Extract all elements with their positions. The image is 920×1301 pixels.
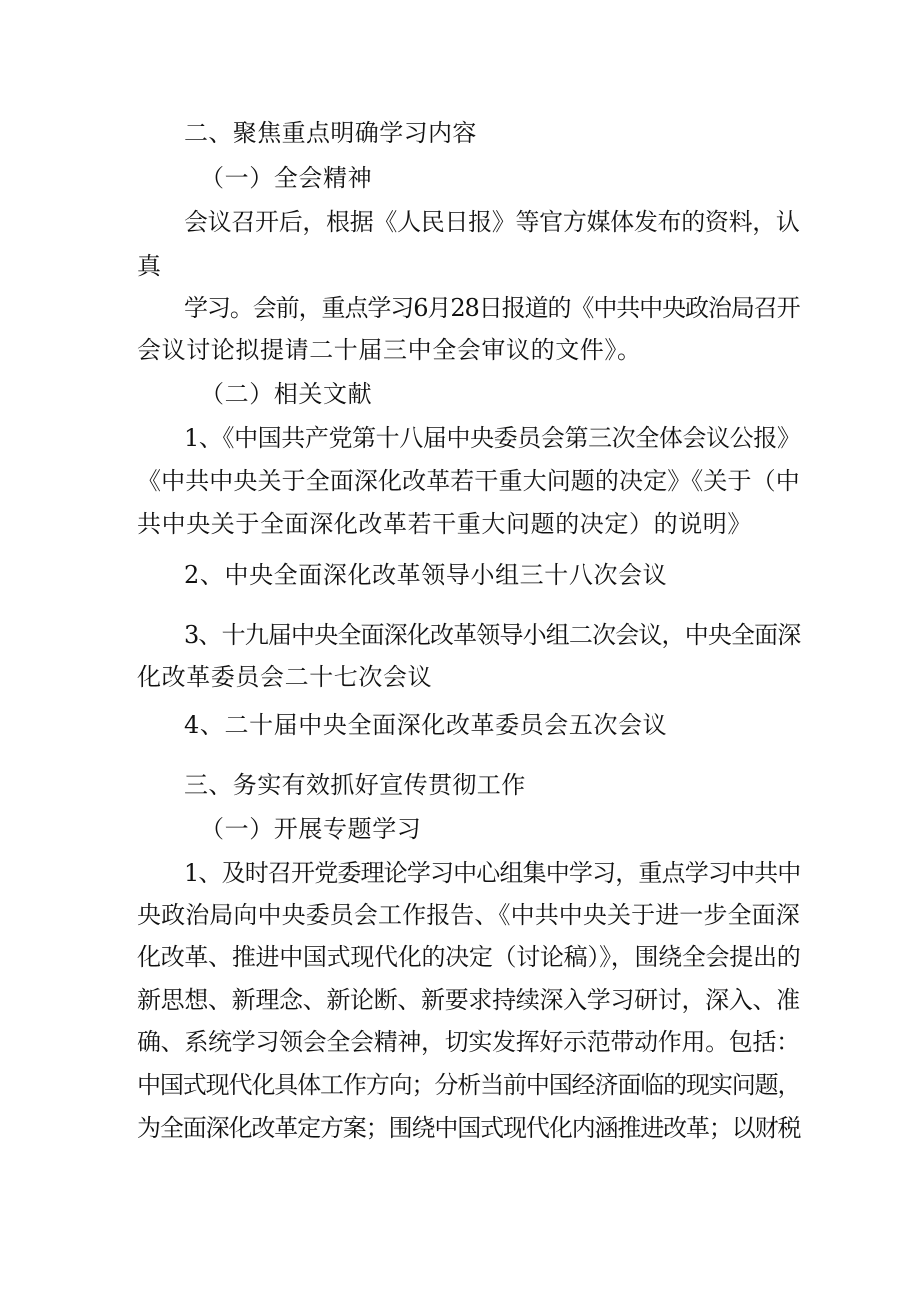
section-3-heading: 三、务实有效抓好宣传贯彻工作 xyxy=(184,771,526,799)
list-item-line: 共中央关于全面深化改革若干重大问题的决定）的说明》 xyxy=(137,510,752,538)
section-2-subheading-2: （二）相关文献 xyxy=(200,380,373,408)
list-item-line: 化改革委员会二十七次会议 xyxy=(137,663,433,691)
list-item-line: 1、《中国共产党第十八届中央委员会第三次全体会议公报》 xyxy=(184,424,801,452)
paragraph-line: 会议召开后，根据《人民日报》等官方媒体发布的资料，认 xyxy=(184,208,800,236)
list-item-line: 4、二十届中央全面深化改革委员会五次会议 xyxy=(184,711,668,739)
section-2-subheading-1: （一）全会精神 xyxy=(200,164,373,192)
list-item-line: 3、十九届中央全面深化改革领导小组二次会议，中央全面深 xyxy=(184,621,801,649)
paragraph-line: 确、系统学习领会全会精神，切实发挥好示范带动作用。包括： xyxy=(137,1028,800,1056)
list-item-line: 2、中央全面深化改革领导小组三十八次会议 xyxy=(184,561,668,589)
paragraph-line: 中国式现代化具体工作方向；分析当前中国经济面临的现实问题， xyxy=(137,1071,801,1099)
section-2-heading: 二、聚焦重点明确学习内容 xyxy=(184,119,477,147)
paragraph-line: 为全面深化改革定方案；围绕中国式现代化内涵推进改革；以财税 xyxy=(137,1114,801,1142)
paragraph-line: 化改革、推进中国式现代化的决定（讨论稿）》，围绕全会提出的 xyxy=(137,943,801,971)
paragraph-line: 会议讨论拟提请二十届三中全会审议的文件》。 xyxy=(137,336,642,364)
paragraph-line: 真 xyxy=(137,252,162,280)
paragraph-line: 央政治局向中央委员会工作报告、《中共中央关于进一步全面深 xyxy=(137,901,800,929)
section-3-subheading-1: （一）开展专题学习 xyxy=(200,815,422,843)
list-item-line: 《中共中央关于全面深化改革若干重大问题的决定》《关于（中 xyxy=(137,467,800,495)
paragraph-line: 学习。会前，重点学习6月28日报道的《中共中央政治局召开 xyxy=(184,294,800,322)
paragraph-line: 1、及时召开党委理论学习中心组集中学习，重点学习中共中 xyxy=(184,859,801,887)
paragraph-line: 新思想、新理念、新论断、新要求持续深入学习研讨，深入、准 xyxy=(137,986,800,1014)
